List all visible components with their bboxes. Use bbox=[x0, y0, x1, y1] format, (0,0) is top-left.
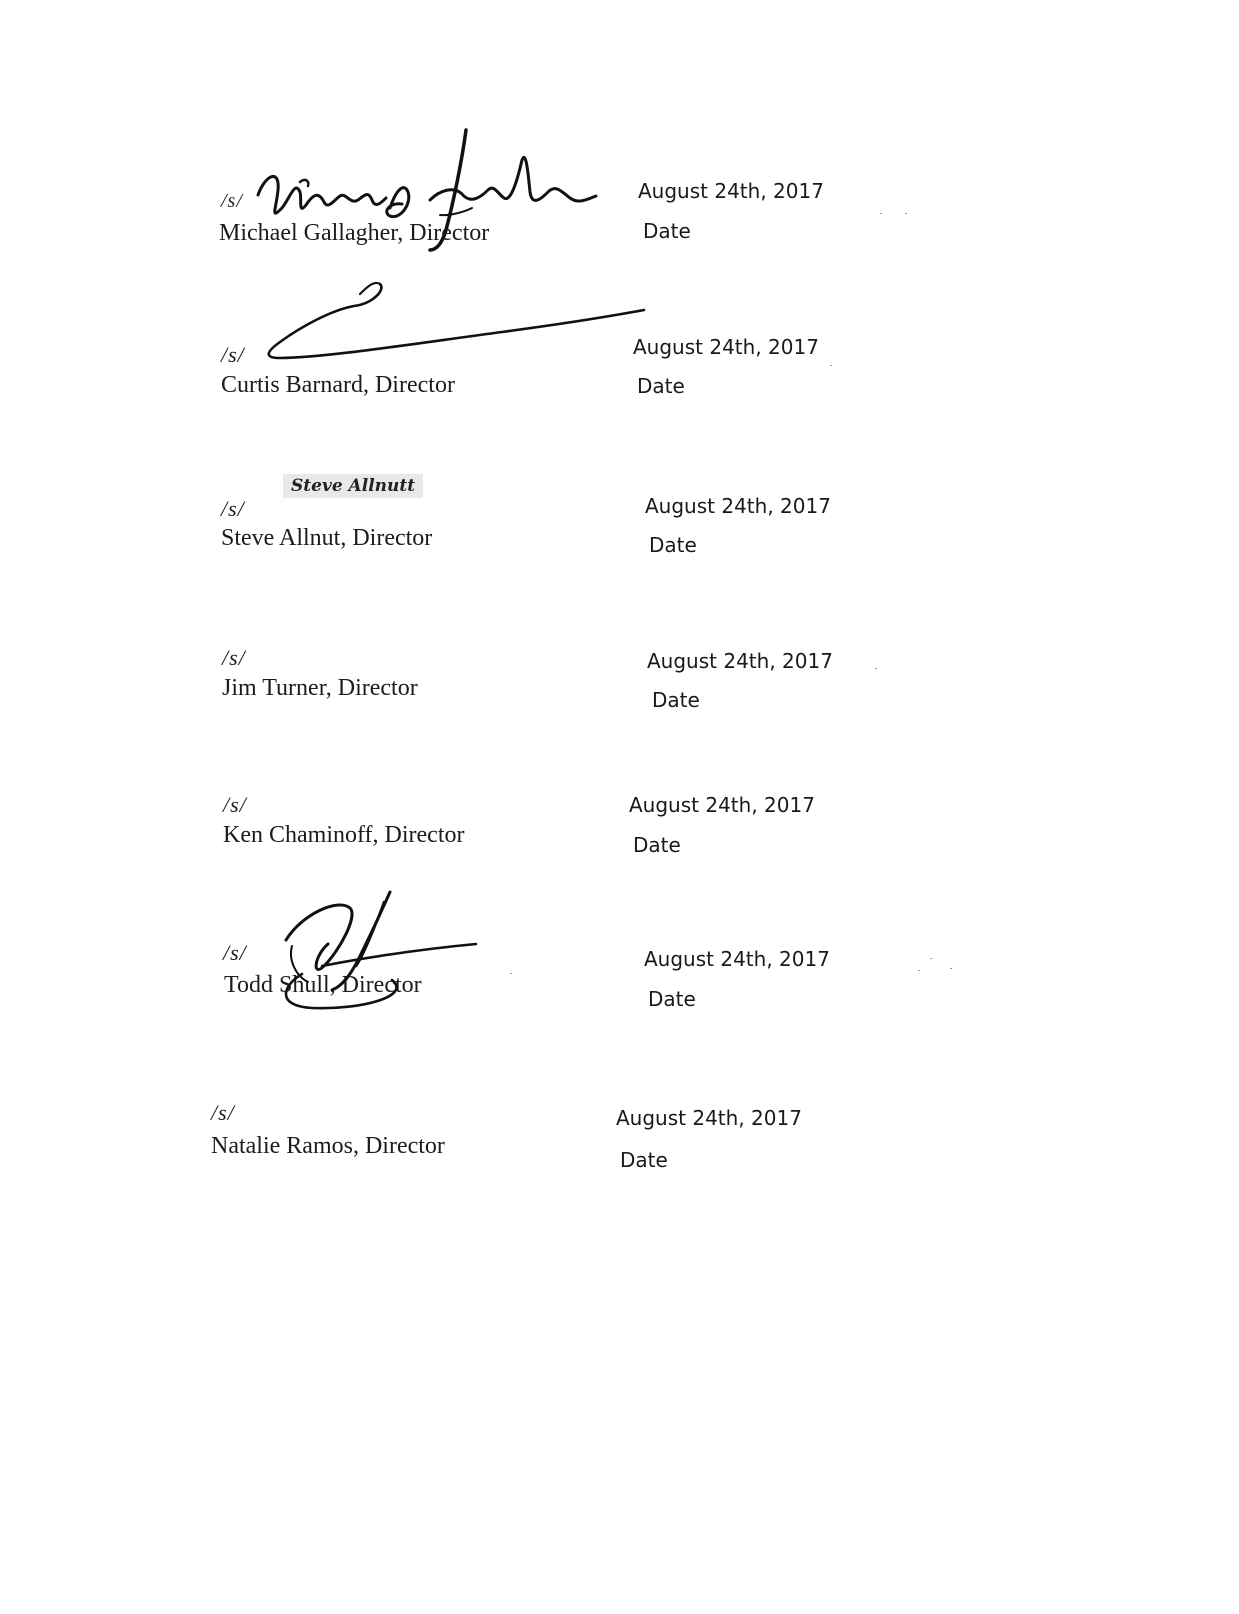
date-label: Date bbox=[637, 374, 685, 398]
scan-speck bbox=[930, 958, 932, 959]
signing-date: August 24th, 2017 bbox=[638, 179, 824, 203]
signer-name-title: Jim Turner, Director bbox=[222, 675, 418, 701]
scan-speck bbox=[510, 973, 512, 974]
signing-date: August 24th, 2017 bbox=[644, 947, 830, 971]
scan-speck bbox=[880, 213, 882, 214]
date-label: Date bbox=[633, 833, 681, 857]
signer-name-title: Michael Gallagher, Director bbox=[219, 220, 490, 246]
signer-name-title: Steve Allnut, Director bbox=[221, 525, 433, 551]
date-label: Date bbox=[649, 533, 697, 557]
s-mark: /s/ bbox=[223, 940, 247, 965]
signer-name-title: Todd Shull, Director bbox=[224, 972, 422, 998]
signer-name-title: Ken Chaminoff, Director bbox=[223, 822, 465, 848]
s-mark: /s/ bbox=[221, 342, 245, 367]
typed-signature-stamp: Steve Allnutt bbox=[283, 474, 423, 498]
s-mark: /s/ bbox=[221, 190, 243, 212]
signing-date: August 24th, 2017 bbox=[645, 494, 831, 518]
date-label: Date bbox=[648, 987, 696, 1011]
s-mark: /s/ bbox=[221, 496, 245, 521]
signing-date: August 24th, 2017 bbox=[633, 335, 819, 359]
scan-speck bbox=[950, 968, 952, 969]
signing-date: August 24th, 2017 bbox=[647, 649, 833, 673]
scan-speck bbox=[830, 365, 832, 366]
s-mark: /s/ bbox=[222, 645, 246, 670]
handwritten-signature bbox=[262, 890, 482, 1020]
signer-name-title: Curtis Barnard, Director bbox=[221, 372, 455, 398]
date-label: Date bbox=[620, 1148, 668, 1172]
date-label: Date bbox=[643, 219, 691, 243]
s-mark: /s/ bbox=[211, 1100, 235, 1125]
signing-date: August 24th, 2017 bbox=[616, 1106, 802, 1130]
s-mark: /s/ bbox=[223, 792, 247, 817]
scan-speck bbox=[918, 970, 920, 971]
handwritten-signature bbox=[262, 280, 652, 370]
signing-date: August 24th, 2017 bbox=[629, 793, 815, 817]
scan-speck bbox=[875, 668, 877, 669]
scan-speck bbox=[905, 213, 907, 214]
date-label: Date bbox=[652, 688, 700, 712]
signer-name-title: Natalie Ramos, Director bbox=[211, 1133, 445, 1159]
